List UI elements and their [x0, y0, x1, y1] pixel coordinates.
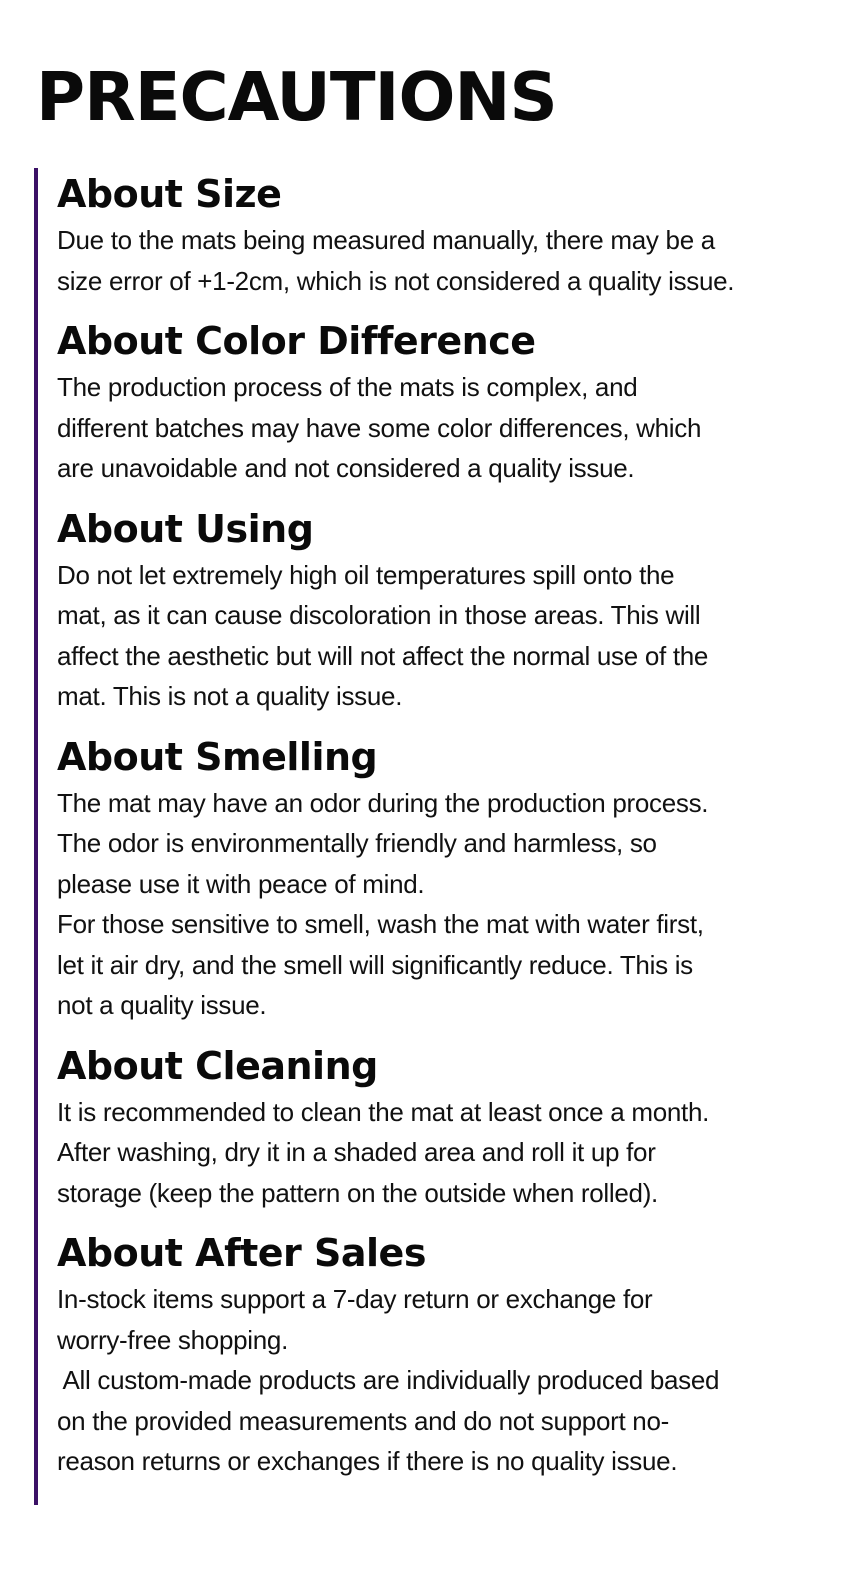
text-line: The production process of the mats is complex, and	[57, 372, 638, 402]
text-line: In-stock items support a 7-day return or exchange for	[57, 1284, 653, 1314]
text-line: All custom-made products are individually produced based	[57, 1365, 720, 1395]
section-using	[57, 503, 824, 717]
text-line: different batches may have some color differences, which	[57, 412, 702, 443]
text-line: It is recommended to clean the mat at least once a month.	[57, 1096, 710, 1127]
section-smelling	[57, 731, 824, 1026]
text-line: on the provided measurements and do not support no-	[57, 1405, 669, 1436]
section-heading: About After Sales	[57, 1231, 426, 1275]
section-text	[57, 1092, 824, 1214]
section-color-difference	[57, 315, 824, 489]
text-line: mat. This is not a quality issue.	[57, 681, 403, 711]
section-after-sales	[57, 1227, 824, 1482]
section-heading: About Smelling	[57, 734, 378, 779]
text-line: let it air dry, and the smell will significantly reduce. This is	[57, 949, 693, 980]
text-line: The mat may have an odor during the production process.	[57, 787, 709, 818]
section-heading: About Size	[57, 172, 282, 216]
section-text	[57, 1279, 824, 1360]
text-line: please use it with peace of mind.	[57, 868, 425, 899]
section-text	[57, 904, 824, 1026]
section-heading: About Color Difference	[57, 319, 536, 363]
section-heading: About Using	[57, 506, 314, 551]
text-line: storage (keep the pattern on the outside when rolled).	[57, 1177, 658, 1208]
section-text	[57, 220, 824, 301]
precautions-content	[34, 168, 824, 1505]
text-line: are unavoidable and not considered a quality issue.	[57, 453, 635, 483]
section-text	[57, 367, 824, 489]
section-text	[57, 783, 824, 905]
text-line: worry-free shopping.	[57, 1324, 288, 1355]
section-text	[57, 555, 824, 717]
text-line: affect the aesthetic but will not affect the normal use of the	[57, 640, 709, 671]
section-heading: About Cleaning	[57, 1043, 378, 1088]
text-line: Due to the mats being measured manually, there may be a	[57, 225, 715, 255]
text-line: Do not let extremely high oil temperatures spill onto the	[57, 559, 675, 590]
text-line: reason returns or exchanges if there is no quality issue.	[57, 1446, 678, 1476]
text-line: mat, as it can cause discoloration in those areas. This will	[57, 600, 701, 630]
section-cleaning	[57, 1040, 824, 1214]
page-title: PRECAUTIONS	[36, 58, 557, 136]
section-size	[57, 168, 824, 301]
text-line: not a quality issue.	[57, 990, 267, 1020]
text-line: The odor is environmentally friendly and harmless, so	[57, 828, 657, 858]
text-line: For those sensitive to smell, wash the mat with water first,	[57, 909, 704, 939]
section-text	[57, 1360, 824, 1482]
text-line: size error of +1-2cm, which is not considered a quality issue.	[57, 265, 735, 296]
text-line: After washing, dry it in a shaded area and roll it up for	[57, 1137, 656, 1167]
